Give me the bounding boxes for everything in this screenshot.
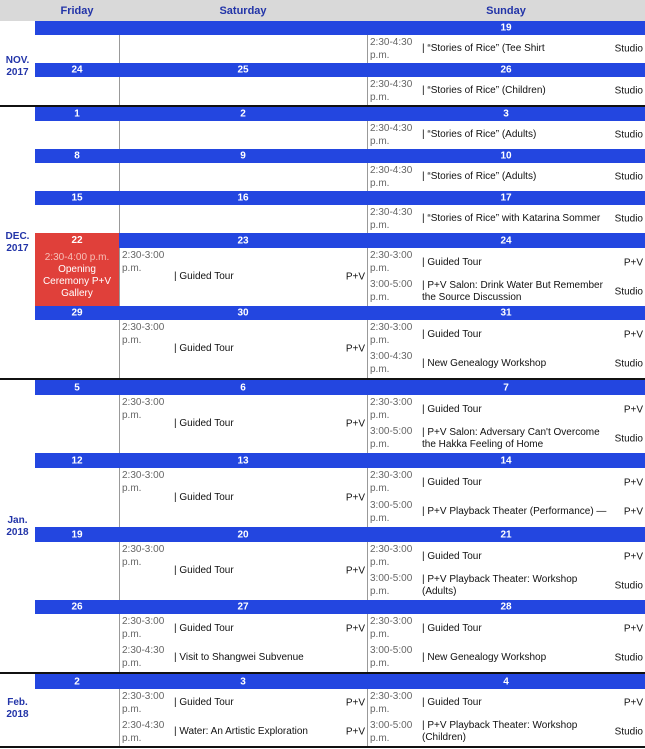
week-row [35, 306, 645, 378]
event-time: 2:30-3:00 p.m. [122, 322, 165, 346]
event-venue: P+V [623, 697, 643, 709]
event-title: | P+V Playback Theater (Performance) — [422, 506, 607, 518]
event-time: 2:30-4:00 p.m. [44, 252, 110, 263]
event-time: 2:30-4:30 p.m. [122, 719, 165, 744]
date-sunday: 3 [503, 108, 509, 120]
sunday-cell [367, 205, 645, 233]
event-time: 3:00-4:30 p.m. [370, 351, 413, 375]
event-title: | Guided Tour [422, 697, 482, 709]
sunday-cell [367, 689, 645, 746]
event-item[interactable] [120, 468, 367, 527]
event-title: | “Stories of Rice” with Katarina Sommer [422, 213, 601, 224]
date-friday: 1 [74, 108, 80, 120]
date-bar [35, 191, 645, 205]
date-bar [35, 527, 645, 542]
event-venue: Studio [614, 43, 643, 55]
event-time: 2:30-3:00 p.m. [370, 616, 413, 640]
event-venue: P+V [345, 271, 365, 283]
event-title: | Guided Tour [174, 622, 234, 634]
sunday-cell [367, 320, 645, 378]
event-title: | Guided Tour [422, 622, 482, 634]
date-saturday: 3 [240, 676, 246, 687]
date-saturday: 25 [237, 64, 249, 76]
date-saturday: 23 [237, 235, 249, 246]
date-saturday: 2 [240, 108, 246, 120]
date-sunday: 26 [500, 64, 512, 76]
event-item[interactable] [368, 424, 645, 453]
event-item[interactable] [368, 320, 645, 349]
saturday-cell [119, 320, 367, 378]
event-venue: Studio [614, 726, 643, 738]
header-saturday: Saturday [219, 5, 267, 17]
week-row [35, 107, 645, 149]
event-item[interactable] [368, 163, 645, 191]
saturday-cell [119, 163, 367, 191]
weekday-header [0, 0, 645, 21]
event-title: | Guided Tour [174, 491, 234, 503]
saturday-cell [119, 77, 367, 105]
week-row [35, 674, 645, 746]
date-friday: 19 [71, 529, 83, 540]
event-venue: P+V [623, 477, 643, 489]
month-divider [0, 378, 645, 380]
date-saturday: 30 [237, 307, 249, 319]
date-sunday: 7 [503, 382, 509, 393]
date-sunday: 19 [500, 22, 512, 34]
date-saturday: 6 [240, 382, 246, 393]
date-bar [35, 674, 645, 689]
event-title: | Guided Tour [422, 328, 482, 340]
month-label: Jan. 2018 [6, 515, 29, 538]
saturday-cell [119, 35, 367, 63]
event-item[interactable] [120, 614, 367, 643]
date-sunday: 28 [500, 601, 512, 613]
event-time: 2:30-3:00 p.m. [370, 322, 413, 346]
event-title: | Guided Tour [174, 271, 234, 282]
date-bar [35, 149, 645, 163]
event-item[interactable] [368, 689, 645, 718]
event-item[interactable] [368, 35, 645, 63]
event-title: | Guided Tour [422, 403, 482, 415]
event-item[interactable] [120, 320, 367, 378]
event-title: Opening Ceremony P+V Gallery [42, 264, 112, 299]
event-item[interactable] [368, 468, 645, 498]
month-divider [0, 746, 645, 748]
event-item[interactable] [368, 277, 645, 306]
event-time: 2:30-3:00 p.m. [122, 544, 165, 568]
event-title: | P+V Salon: Adversary Can't Overcome the Hakka Feeling of Home [422, 426, 600, 450]
saturday-cell [119, 468, 367, 527]
event-time: 3:00-5:00 p.m. [370, 645, 413, 669]
event-venue: P+V [623, 404, 643, 415]
event-venue: P+V [345, 343, 365, 355]
event-venue: Studio [614, 171, 643, 183]
event-time: 3:00-5:00 p.m. [370, 279, 413, 303]
event-title: | Guided Tour [422, 550, 482, 562]
event-time: 2:30-3:00 p.m. [122, 470, 165, 494]
event-item[interactable] [368, 248, 645, 277]
event-venue: Studio [614, 129, 643, 141]
header-sunday: Sunday [486, 5, 526, 17]
sunday-cell [367, 468, 645, 527]
saturday-cell [119, 205, 367, 233]
event-venue: Studio [614, 652, 643, 663]
date-saturday: 27 [237, 601, 249, 613]
date-friday: 5 [74, 382, 80, 393]
date-sunday: 14 [500, 455, 512, 466]
event-venue: P+V [623, 623, 643, 634]
sunday-cell [367, 163, 645, 191]
week-row [35, 380, 645, 453]
event-item[interactable] [368, 121, 645, 149]
week-row [35, 63, 645, 105]
week-row [35, 149, 645, 191]
event-time: 2:30-3:00 p.m. [370, 544, 413, 568]
event-venue: Studio [614, 433, 643, 444]
event-title: | Water: An Artistic Exploration [174, 725, 308, 737]
event-title: | P+V Playback Theater: Workshop (Adults) [422, 573, 578, 597]
date-bar [35, 21, 645, 35]
header-friday: Friday [60, 5, 94, 17]
date-saturday: 16 [237, 192, 249, 204]
event-time: 2:30-4:30 p.m. [370, 165, 413, 189]
event-venue: Studio [614, 358, 643, 369]
date-friday: 8 [74, 150, 80, 162]
event-title: | Visit to Shangwei Subvenue [174, 651, 304, 663]
date-sunday: 31 [500, 307, 512, 319]
event-title: | Guided Tour [422, 476, 482, 488]
event-time: 3:00-5:00 p.m. [370, 573, 413, 597]
event-title: | Guided Tour [174, 418, 234, 429]
event-time: 3:00-5:00 p.m. [370, 426, 413, 450]
event-venue: P+V [623, 257, 643, 268]
saturday-cell [119, 542, 367, 600]
date-bar [35, 306, 645, 320]
week-row [35, 21, 645, 63]
event-venue: Studio [614, 213, 643, 225]
date-friday: 22 [71, 234, 83, 246]
month-divider [0, 672, 645, 674]
date-friday: 24 [71, 64, 83, 76]
event-item[interactable] [368, 643, 645, 672]
event-venue: P+V [623, 506, 643, 518]
date-saturday: 20 [237, 529, 249, 540]
event-title: | Guided Tour [174, 697, 234, 709]
event-venue: P+V [623, 551, 643, 562]
empty-slot [120, 77, 367, 105]
month-label: NOV. 2017 [5, 55, 30, 78]
event-venue: P+V [345, 726, 365, 738]
event-time: 2:30-3:00 p.m. [122, 397, 165, 421]
date-friday: 26 [71, 601, 83, 613]
event-time: 2:30-4:30 p.m. [122, 645, 165, 669]
date-friday: 15 [71, 192, 83, 204]
event-time: 2:30-3:00 p.m. [370, 397, 413, 421]
event-venue: Studio [614, 286, 643, 297]
date-sunday: 17 [500, 192, 512, 204]
event-time: 3:00-5:00 p.m. [370, 719, 413, 744]
week-row [35, 453, 645, 527]
date-bar [35, 233, 645, 248]
event-time: 2:30-4:30 p.m. [370, 123, 413, 147]
event-time: 2:30-3:00 p.m. [122, 250, 165, 274]
event-item[interactable] [368, 349, 645, 378]
event-title: | P+V Playback Theater: Workshop (Children) [422, 719, 578, 743]
saturday-cell [119, 248, 367, 306]
date-bar [35, 107, 645, 121]
event-title: | P+V Salon: Drink Water But Remember the Source Discussion [422, 279, 603, 303]
event-item[interactable] [368, 718, 645, 747]
saturday-cell [119, 121, 367, 149]
event-venue: P+V [623, 329, 643, 340]
event-time: 2:30-3:00 p.m. [122, 691, 165, 715]
month-label: Feb. 2018 [6, 697, 29, 720]
event-item[interactable] [120, 542, 367, 600]
month-divider [0, 105, 645, 107]
event-item[interactable] [120, 689, 367, 718]
event-title: | Guided Tour [174, 343, 234, 354]
week-row [35, 600, 645, 672]
event-item[interactable] [120, 395, 367, 453]
event-title: | New Genealogy Workshop [422, 357, 547, 369]
date-sunday: 21 [500, 529, 512, 540]
event-time: 2:30-3:00 p.m. [370, 470, 413, 494]
event-venue: Studio [614, 580, 643, 591]
sunday-cell [367, 35, 645, 63]
event-title: | Guided Tour [422, 256, 482, 268]
week-row [35, 233, 645, 306]
event-item[interactable] [368, 77, 645, 105]
date-sunday: 24 [500, 235, 512, 246]
empty-slot [120, 163, 367, 191]
saturday-cell [119, 689, 367, 746]
date-saturday: 9 [240, 150, 246, 162]
sunday-cell [367, 77, 645, 105]
empty-slot [120, 121, 367, 149]
event-time: 3:00-5:00 p.m. [370, 499, 413, 524]
saturday-cell [119, 614, 367, 672]
event-title: | “Stories of Rice” (Tee Shirt [422, 43, 545, 54]
event-item[interactable] [120, 643, 367, 672]
date-bar [35, 63, 645, 77]
date-saturday: 13 [237, 455, 249, 466]
month-label: DEC. 2017 [5, 231, 30, 254]
event-title: | “Stories of Rice” (Adults) [422, 171, 537, 182]
event-item[interactable] [368, 571, 645, 600]
sunday-cell [367, 614, 645, 672]
date-friday: 29 [71, 307, 83, 319]
highlight-event[interactable] [35, 233, 119, 306]
event-item[interactable] [120, 718, 367, 747]
event-venue: P+V [345, 697, 365, 709]
event-item[interactable] [368, 498, 645, 528]
sunday-cell [367, 542, 645, 600]
event-item[interactable] [368, 205, 645, 233]
event-time: 2:30-4:30 p.m. [370, 207, 413, 231]
empty-slot [120, 205, 367, 233]
sunday-cell [367, 248, 645, 306]
date-bar [35, 380, 645, 395]
event-venue: P+V [345, 418, 365, 430]
event-item[interactable] [120, 248, 367, 306]
event-time: 2:30-4:30 p.m. [370, 79, 413, 103]
event-item[interactable] [368, 614, 645, 643]
event-item[interactable] [368, 395, 645, 424]
sunday-cell [367, 395, 645, 453]
event-item[interactable] [368, 542, 645, 571]
date-sunday: 10 [500, 150, 512, 162]
week-row [35, 191, 645, 233]
event-title: | “Stories of Rice” (Adults) [422, 129, 537, 140]
event-venue: P+V [345, 623, 365, 634]
event-title: | “Stories of Rice” (Children) [422, 85, 546, 96]
saturday-cell [119, 395, 367, 453]
event-time: 2:30-4:30 p.m. [370, 37, 413, 61]
date-friday: 2 [74, 676, 80, 687]
event-time: 2:30-3:00 p.m. [370, 691, 413, 715]
event-time: 2:30-3:00 p.m. [122, 616, 165, 640]
event-title: | New Genealogy Workshop [422, 651, 547, 663]
date-sunday: 4 [503, 676, 509, 687]
sunday-cell [367, 121, 645, 149]
event-title: | Guided Tour [174, 565, 234, 576]
week-row [35, 527, 645, 600]
date-bar [35, 600, 645, 614]
event-time: 2:30-3:00 p.m. [370, 250, 413, 274]
date-bar [35, 453, 645, 468]
date-friday: 12 [71, 455, 83, 466]
event-venue: P+V [345, 565, 365, 577]
event-venue: Studio [614, 85, 643, 97]
event-venue: P+V [345, 492, 365, 503]
empty-slot [120, 35, 367, 63]
